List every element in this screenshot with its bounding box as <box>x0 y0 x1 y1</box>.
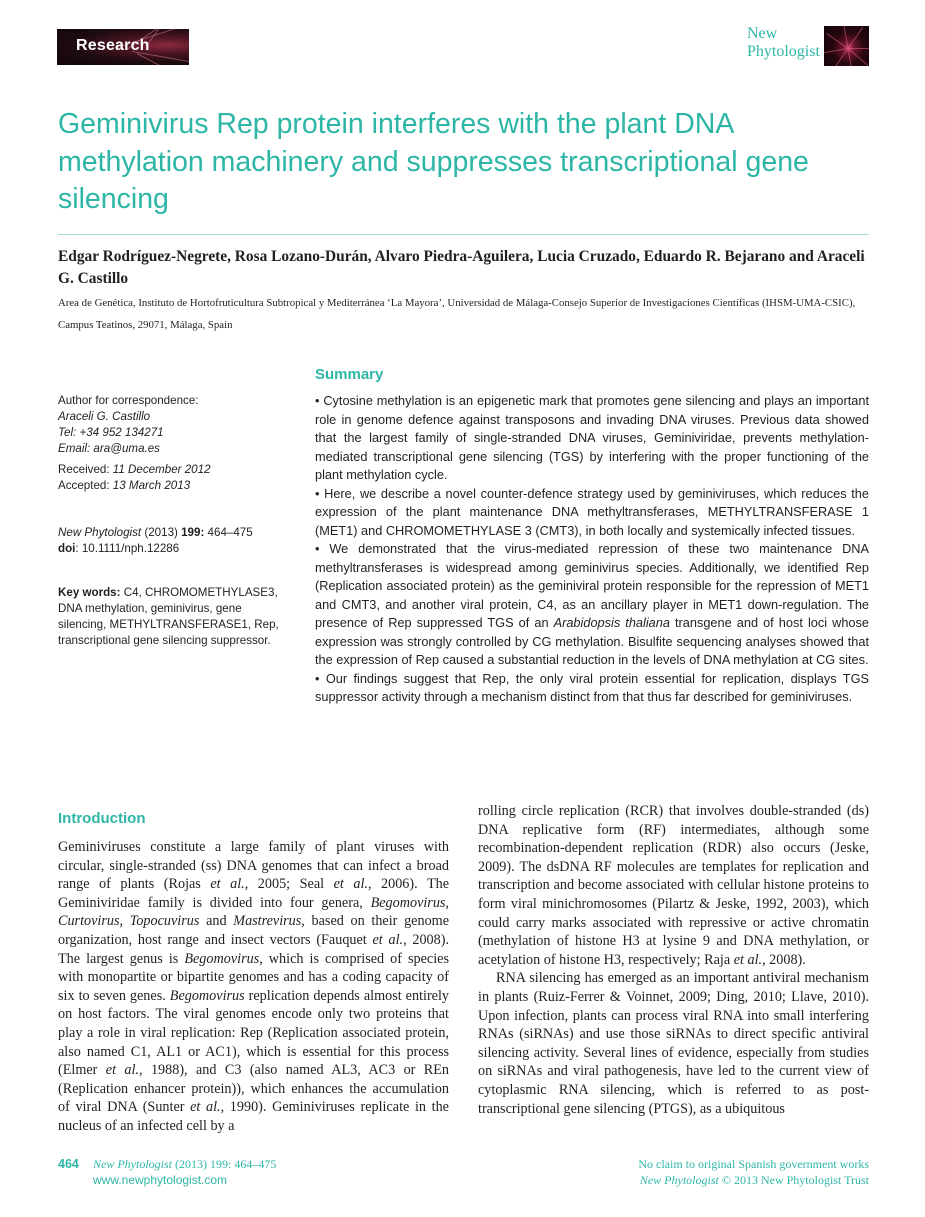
correspondence-label: Author for correspondence: <box>58 394 199 407</box>
summary-point: • Here, we describe a novel counter-defence strategy used by geminiviruses, which reduces the expression of the plant maintenance DNA methyltransferases, METHYLTRANSFERASE 1 (MET1) and CHROMOMETHYLASE 3 (CMT3), in both locally and systemically infected tissues. <box>315 485 869 538</box>
footer-copyright: New Phytologist © 2013 New Phytologist Trust <box>639 1173 869 1187</box>
correspondence-tel: Tel: +34 952 134271 <box>58 426 164 439</box>
summary-point: • Our findings suggest that Rep, the only viral protein essential for replication, displays TGS suppressor activity through a mechanism distinct from that thus far described for geminiviruses. <box>315 670 869 704</box>
keywords: Key words: C4, CHROMOMETHYLASE3, DNA methylation, geminivirus, gene silencing, METHYLTRANSFERASE1, Rep, transcriptional gene silencing suppressor. <box>58 586 279 647</box>
body-paragraph: RNA silencing has emerged as an important antiviral mechanism in plants (Ruiz-Ferrer & Voinnet, 2009; Ding, 2010; Llave, 2010). Upon infection, plants can process viral RNA into small interfering RNAs (siRNAs) and use those siRNAs to direct specific antiviral silencing activity. Several lines of evidence, especially from studies on siRNAs and viral pathogenesis, have led to the current view of cytoplasmic RNA silencing, which is referred to as post-transcriptional gene silencing (PTGS), as a ubiquitous <box>478 970 869 1117</box>
body-paragraph: rolling circle replication (RCR) that involves double-stranded (ds) DNA replicative form (RF) intermediates, although some recombination-dependent replication (RDR) also occurs (Jeske, 2009). The dsDNA RF molecules are templates for replication and transcription and become associated with cellular histone proteins to form viral minichromosomes (Pilartz & Jeske, 1992, 2003), which could carry marks associated with repressive or active chromatin (methylation of histone H3 at lysine 9 and DNA methylation, or acetylation of histone H3, respectively; Raja et al., 2008). <box>478 803 869 968</box>
title-divider <box>58 234 869 235</box>
body-paragraph: Geminiviruses constitute a large family of plant viruses with circular, single-stranded (ss) DNA genomes that can infect a broad range of plants (Rojas et al., 2005; Seal et al., 2006). The Geminiviridae family is divided into four genera, Begomovirus, Curtovirus, Topocuvirus and Mastrevirus, based on their genome organization, host range and insect vectors (Fauquet et al., 2008). The largest genus is Begomovirus, which is comprised of species with monopartite or bipartite genomes and has a coding capacity of six to seven genes. Begomovirus replication depends almost entirely on host factors. The viral genomes encode only two proteins that play a role in viral replication: Rep (Replication associated protein, also named C1, AL1 or AC1), which is essential for this process (Elmer et al., 1988), and C3 (also named AL3, AC3 or REn (Replication enhancer protein)), which enhances the accumulation of viral DNA (Sunter et al., 1990). Geminiviruses replicate in the nucleus of an infected cell by a <box>58 839 450 1134</box>
doi[interactable]: doi: 10.1111/nph.12286 <box>58 542 180 555</box>
author-affiliation: Area de Genética, Instituto de Hortofruticultura Subtropical y Mediterránea ‘La Mayora’, Universidad de Málaga-Consejo Superior de Investigaciones Científicas (IHSM-UMA-CSIC), Campus Teatinos, 29071, Málaga, Spain <box>58 297 856 331</box>
journal-logo-icon <box>824 26 869 66</box>
journal-brand-line1: New <box>747 25 778 42</box>
summary-point: • Cytosine methylation is an epigenetic mark that promotes gene silencing and plays an important role in genome defence against transposons and invading DNA viruses. Previous data showed that the largest family of single-stranded DNA viruses, Geminiviridae, prevents methylation-mediated transcriptional gene silencing (TGS) by interfering with the proper functioning of the plant methylation cycle. <box>315 393 869 482</box>
footer-claim: No claim to original Spanish government works <box>638 1157 869 1171</box>
author-list: Edgar Rodríguez-Negrete, Rosa Lozano-Durán, Alvaro Piedra-Aguilera, Lucia Cruzado, Eduardo R. Bejarano and Araceli G. Castillo <box>58 248 865 287</box>
summary-body <box>315 392 869 707</box>
correspondence-name: Araceli G. Castillo <box>58 410 151 423</box>
body-column-left <box>58 838 449 1136</box>
page-number: 464 <box>58 1157 79 1171</box>
article-title: Geminivirus Rep protein interferes with the plant DNA methylation machinery and suppresses transcriptional gene silencing <box>58 108 809 215</box>
introduction-heading: Introduction <box>58 810 146 827</box>
summary-heading: Summary <box>315 366 384 383</box>
footer-journal-ref: New Phytologist (2013) 199: 464–475 <box>93 1157 277 1171</box>
correspondence-email[interactable]: Email: ara@uma.es <box>58 442 160 455</box>
received-date: Received: 11 December 2012 <box>58 463 211 476</box>
accepted-date: Accepted: 13 March 2013 <box>58 479 191 492</box>
journal-brand-line2: Phytologist <box>747 43 820 60</box>
citation: New Phytologist (2013) 199: 464–475 <box>58 526 253 539</box>
section-banner <box>57 29 189 65</box>
section-label: Research <box>76 37 150 54</box>
body-column-right <box>478 802 869 1118</box>
summary-point: • We demonstrated that the virus-mediated repression of these two maintenance DNA methyltransferases is widespread among geminivirus species. Additionally, we identified Rep (Replication associated protein) as the geminiviral protein responsible for the repression of MET1 and CMT3, and another viral protein, C4, as an ancillary player in MET1 down-regulation. The presence of Rep suppressed TGS of an Arabidopsis thaliana transgene and of host loci whose expression was strongly controlled by CG methylation. Bisulfite sequencing analyses showed that the expression of Rep caused a substantial reduction in the levels of DNA methylation at CG sites. <box>315 541 869 667</box>
footer-website-link[interactable]: www.newphytologist.com <box>93 1173 228 1187</box>
